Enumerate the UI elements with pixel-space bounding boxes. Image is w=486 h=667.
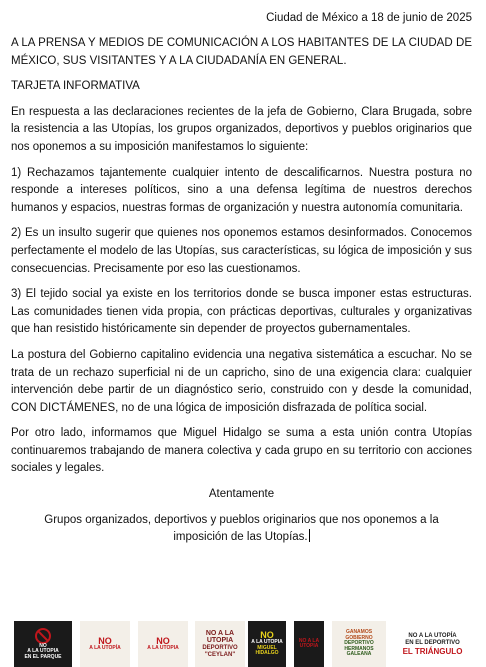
signature-text: Grupos organizados, deportivos y pueblos originarios que nos oponemos a la imposición de las Utopías. [44,513,439,544]
logo-text: A LA UTOPIA [251,639,283,646]
press-release [11,10,472,547]
logo-no-a-la-utopia-2 [138,621,188,667]
paragraph-intro: En respuesta a las declaraciones recientes de la jefa de Gobierno, Clara Brugada, sobre la resistencia a las Utopías, los grupos organizados, deportivos y pueblos originarios que nos oponemos a su imposición manifestamos lo siguiente: [11,105,472,153]
logo-text: HERMANOS [344,645,374,652]
paragraph-point-3: 3) El tejido social ya existe en los territorios donde se busca imponer estas estructuras. Las comunidades tienen vida propia, con prácticas deportivas, culturales y organizativas que han resistido históricamente sin depender de proyectos gubernamentales. [11,288,472,336]
logo-text: UTOPIA [206,637,234,644]
logo-text: DEPORTIVO [344,640,374,647]
logo-text: GALEANA [346,651,372,658]
logo-text: NO [39,642,47,649]
logo-text: NO [260,630,274,641]
prohibited-icon [31,628,55,644]
logo-deportivo-hermanos-galeana [332,621,386,667]
paragraph-point-1: 1) Rechazamos tajantemente cualquier intento de descalificarnos. Nuestra postura no responde a intereses políticos, sino a una defensa legítima de nuestros derechos humanos y espacios, nuestras formas de organización y nuestra autonomía comunitaria. [11,166,472,214]
logo-no-a-la-utopia-1 [80,621,130,667]
logo-strip [14,621,472,667]
logo-text: MIGUEL HIDALGO [255,644,279,657]
logo-text: NO A LA [205,629,235,637]
logo-text: DEPORTIVO [202,644,238,651]
logo-no-utopia-dark [294,621,324,667]
document-date: Ciudad de México a 18 de junio de 2025 [266,12,472,24]
paragraph-point-2: 2) Es un insulto sugerir que quienes nos oponemos estamos desinformados. Conocemos perfectamente el modelo de las Utopías, sus características, su lógica de imposición y sus consecuencias. Precisamente por eso las cuestionamos. [11,227,472,275]
document-heading: TARJETA INFORMATIVA [11,80,140,93]
logo-text: NO A LA UTOPÍA [408,632,457,639]
signature [33,512,450,547]
logo-no-a-la-utopia-deportivo-ceylan [195,621,245,667]
logo-text: EN EL PARQUE [24,653,62,660]
logo-no-utopia-miguel-hidalgo [248,621,286,667]
logo-text: GANAMOS GOBIERNO [345,629,373,641]
logo-text: A LA UTOPÍA [89,644,121,651]
logo-text: EN EL DEPORTIVO [405,639,460,646]
logo-text: NO A LA UTOPIA [298,637,320,649]
text-cursor [309,529,310,542]
logo-text: "CEYLAN" [204,651,236,658]
logo-no-utopia-el-triangulo [393,621,472,667]
addressee: A LA PRENSA Y MEDIOS DE COMUNICACIÓN A LOS HABITANTES DE LA CIUDAD DE MÉXICO, SUS VISITANTES Y A LA CIUDADANÍA EN GENERAL. [11,37,472,67]
logo-text: A LA UTOPIA [27,648,59,655]
paragraph-government-stance: La postura del Gobierno capitalino evidencia una negativa sistemática a escuchar. No se trata de un rechazo superficial ni de un capricho, sino de una exigencia clara: cualquier intervención debe partir de un diagnóstico serio, construido con y desde la comunidad, CON DICTÁMENES, no de una lógica de imposición disfrazada de política social. [11,348,472,414]
logo-text: NO [98,635,112,646]
paragraph-miguel-hidalgo: Por otro lado, informamos que Miguel Hidalgo se suma a esta unión contra Utopías continuaremos trabajando de manera colectiva y cada grupo en su territorio con acciones sociales y legales. [11,427,472,475]
logo-no-utopia-parque [14,621,72,667]
logo-text: A LA UTOPIA [147,644,179,651]
closing: Atentamente [208,488,275,501]
logo-text: NO [156,635,170,646]
logo-text: EL TRIÁNGULO [402,646,463,656]
